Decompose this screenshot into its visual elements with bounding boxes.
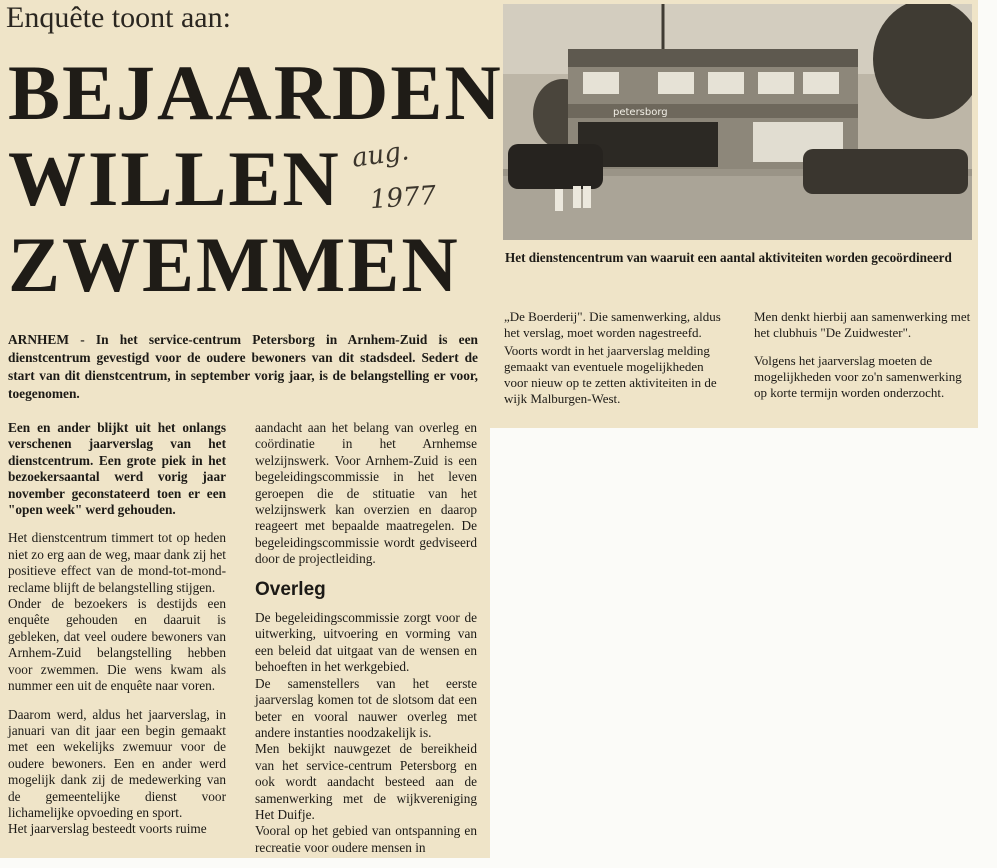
photo-sign: petersborg — [613, 107, 668, 118]
intro-paragraph: Een en ander blijkt uit het onlangs verschenen jaarverslag van het dienstcentrum. Een grote piek in het bezoekersaantal werd vorig jaar november geconstateerd toen er een "open week" werd gehouden. — [8, 420, 226, 518]
paragraph: Vooral op het gebied van ontspanning en recreatie voor oudere mensen in — [255, 823, 477, 855]
photo-caption: Het dienstencentrum van waaruit een aantal aktiviteiten worden gecoördineerd — [505, 250, 952, 265]
kicker: Enquête toont aan: — [6, 1, 231, 34]
paragraph: Daarom werd, aldus het jaarverslag, in januari van dit jaar een begin gemaakt met een wekelijks zwemuur voor de oudere bewoners. Een en ander werd mogelijk dank zij de medewerking van de gemeentelijke dienst voor lichamelijke opvoeding en sport. — [8, 706, 226, 820]
handwritten-month: aug. — [350, 136, 411, 174]
paragraph: Het dienstcentrum timmert tot op heden niet zo erg aan de weg, maar dank zij het positieve effect van de mond-tot-mond-reclame blijft de belangstelling stijgen. — [8, 530, 226, 595]
paragraph: Men bekijkt nauwgezet de bereikheid van het service-centrum Petersborg en ook wordt aandacht besteed aan de samenwerking met de wijkvereniging Het Duifje. — [255, 741, 477, 822]
column-4 — [754, 309, 972, 413]
headline — [8, 50, 503, 308]
handwritten-year: 1977 — [369, 180, 438, 216]
paragraph: Het jaarverslag besteedt voorts ruime — [8, 821, 207, 837]
subheading-overleg: Overleg — [255, 578, 326, 600]
paragraph: Onder de bezoekers is destijds een enquête gehouden en daaruit is gebleken, dat veel oudere bewoners van Arnhem-Zuid belangstelling hebben voor zwemmen. Die wens kwam als nummer een uit de enquête naar voren. — [8, 596, 226, 694]
lead-paragraph: ARNHEM - In het service-centrum Petersborg in Arnhem-Zuid is een dienstcentrum gevestigd voor de oudere bewoners van dit stadsdeel. Sedert de start van dit dienstcentrum, in september vorig jaar, is de belangstelling er voor, toegenomen. — [8, 332, 478, 401]
paragraph: De samenstellers van het eerste jaarverslag komen tot de slotsom dat een beter en vooral nauwer overleg met andere instanties noodzakelijk is. — [255, 675, 477, 740]
column-3 — [504, 309, 722, 419]
paragraph: aandacht aan het belang van overleg en coördinatie in het Arnhemse welzijnswerk. Voor Arnhem-Zuid is een begeleidingscommissie in het leven geroepen die de stituatie van het welzijnswerk kan overzien en daarop reageert met bepaalde maatregelen. De begeleidingscommissie wordt gedviseerd door de projectleiding. — [255, 420, 477, 567]
photo-building-illustration — [503, 4, 972, 240]
headline-line-2: WILLEN — [8, 135, 341, 222]
paragraph: „De Boerderij". Die samenwerking, aldus het verslag, moet worden nagestreefd. — [504, 309, 721, 340]
photo-dienstencentrum — [503, 4, 972, 240]
paragraph: Men denkt hierbij aan samenwerking met het clubhuis "De Zuidwester". — [754, 309, 971, 340]
paragraph: De begeleidingscommissie zorgt voor de uitwerking, uitvoering en vorming van een beleid dat uitgaat van de wensen en behoeften in het werkgebied. — [255, 610, 477, 675]
headline-line-3: ZWEMMEN — [8, 221, 460, 308]
paragraph: Volgens het jaarverslag moeten de mogelijkheden voor zo'n samenwerking op korte termijn worden onderzocht. — [754, 353, 962, 400]
headline-line-1: BEJAARDEN — [8, 49, 503, 136]
column-1 — [8, 420, 226, 850]
paragraph: Voorts wordt in het jaarverslag melding gemaakt van eventuele mogelijkheden voor nieuw op te zetten aktiviteiten in de wijk Malburgen-West. — [504, 343, 717, 406]
column-2 — [255, 420, 477, 868]
